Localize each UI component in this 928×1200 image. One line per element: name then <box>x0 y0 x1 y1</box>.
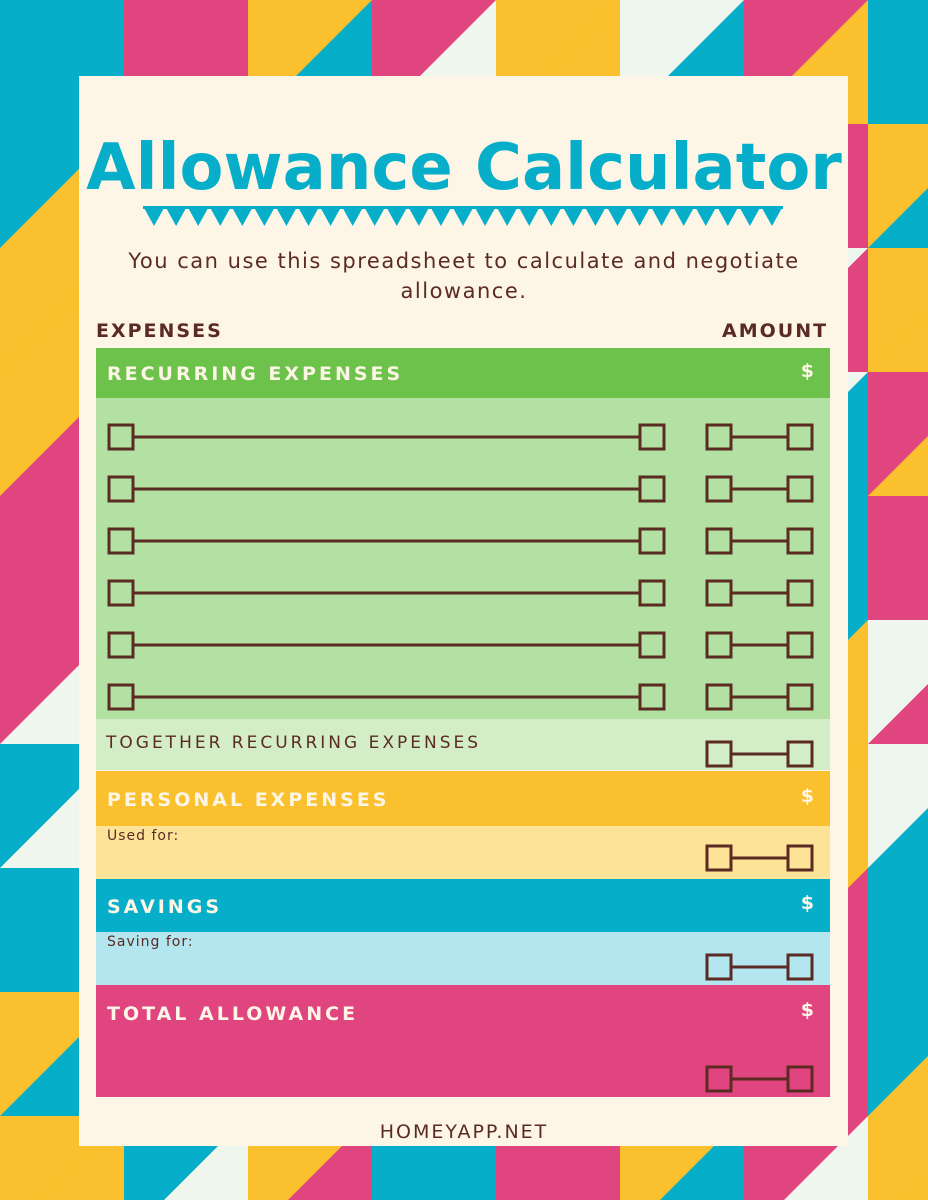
personal-expenses-row <box>96 826 830 879</box>
zigzag-divider <box>143 206 783 228</box>
page-title: Allowance Calculator <box>86 131 842 205</box>
expenses-column-header: EXPENSES <box>96 320 223 342</box>
savings-row <box>96 932 830 985</box>
subtitle-text: You can use this spreadsheet to calculate and negotiate allowance. <box>128 249 800 303</box>
total-allowance-section <box>96 985 830 1097</box>
footer-site-name: HOMEYAPP.NET <box>379 1121 549 1143</box>
used-for-label: Used for: <box>107 828 180 844</box>
personal-expenses-title: PERSONAL EXPENSES <box>107 789 390 811</box>
personal-currency-symbol: $ <box>800 785 814 807</box>
recurring-total-row <box>96 719 830 770</box>
savings-currency-symbol: $ <box>800 892 814 914</box>
total-currency-symbol: $ <box>800 999 814 1021</box>
amount-column-header: AMOUNT <box>722 320 829 342</box>
personal-expenses-header <box>96 771 830 826</box>
total-allowance-title: TOTAL ALLOWANCE <box>107 1003 359 1025</box>
recurring-expenses-title: RECURRING EXPENSES <box>107 363 404 385</box>
savings-header <box>96 879 830 932</box>
saving-for-label: Saving for: <box>107 934 194 950</box>
recurring-total-label: TOGETHER RECURRING EXPENSES <box>106 733 482 753</box>
recurring-expense-rows <box>96 398 830 719</box>
recurring-currency-symbol: $ <box>800 360 814 382</box>
savings-title: SAVINGS <box>107 896 223 918</box>
recurring-expenses-header <box>96 348 830 398</box>
zigzag-baseline <box>143 206 783 209</box>
